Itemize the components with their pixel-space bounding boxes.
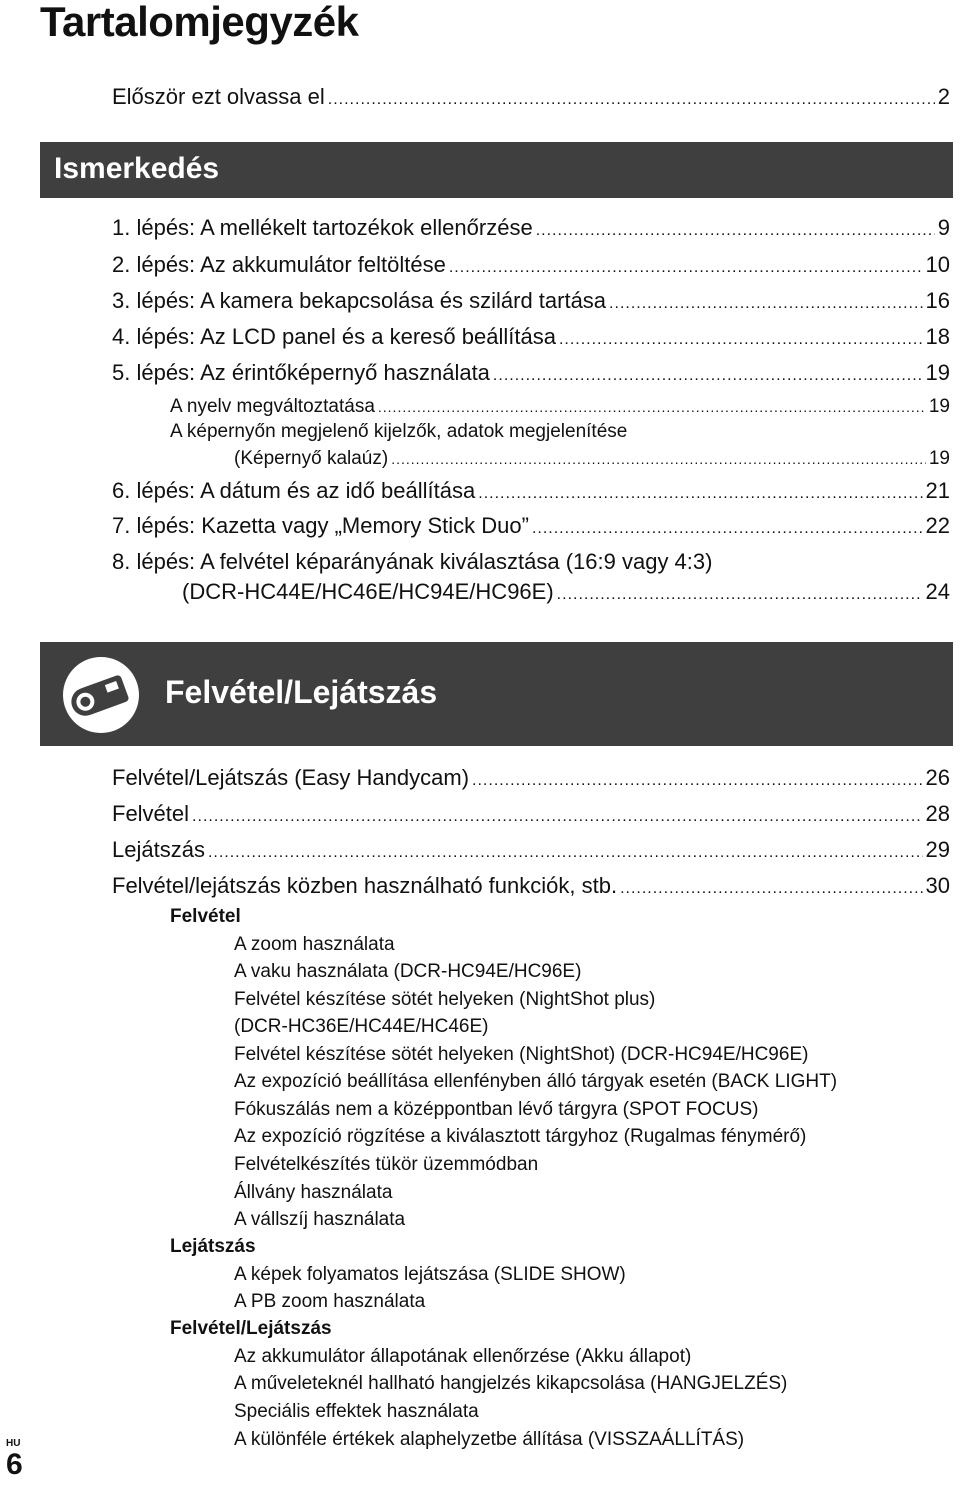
page-tab [0,1430,30,1487]
toc-page-number: 29 [925,837,950,862]
toc-entry-label: Felvétel/lejátszás közben használható funkciók, stb. [112,873,618,898]
toc-entry-label: Felvétel/Lejátszás (Easy Handycam) [112,765,470,790]
group-heading: Felvétel/Lejátszás [170,1318,332,1339]
toc-page-number: 2 [937,84,950,109]
toc-page-number: 19 [928,448,950,469]
toc-entry[interactable] [112,511,950,544]
toc-subentry[interactable] [170,394,950,420]
group-item[interactable]: (DCR-HC36E/HC44E/HC46E) [234,1016,489,1037]
toc-entry[interactable] [112,250,950,283]
group-item[interactable]: A vaku használata (DCR-HC94E/HC96E) [234,961,582,982]
group-item[interactable]: Az expozíció beállítása ellenfényben álló tárgyak esetén (BACK LIGHT) [234,1071,838,1092]
toc-page-number: 10 [925,252,950,277]
dot-leader [532,514,923,544]
dot-leader [609,289,922,319]
toc-entry-label: Felvétel [112,801,190,826]
page-title: Tartalomjegyzék [40,0,359,45]
toc-entry-label: 4. lépés: Az LCD panel és a kereső beállítása [112,324,556,349]
group-item[interactable]: Felvétel készítése sötét helyeken (NightShot) (DCR-HC94E/HC96E) [234,1044,809,1065]
toc-entry-line1[interactable] [112,547,950,577]
page-number: 6 [6,1448,23,1481]
toc-subentry-line1[interactable]: A képernyőn megjelenő kijelzők, adatok megjelenítése [170,421,628,442]
toc-page-number: 9 [937,215,950,240]
toc-page-number: 21 [925,478,950,503]
group-item[interactable]: A vállszíj használata [234,1209,406,1230]
toc-entry-label: 8. lépés: A felvétel képarányának kiválasztása (16:9 vagy 4:3) [112,549,713,574]
toc-entry[interactable] [112,322,950,355]
toc-entry[interactable] [112,835,950,868]
dot-leader [620,874,922,904]
toc-page-number: 24 [925,579,950,604]
language-code: HU [6,1438,21,1449]
group-item[interactable]: A műveleteknél hallható hangjelzés kikapcsolása (HANGJELZÉS) [234,1373,788,1394]
toc-entry-label: A nyelv megváltoztatása [170,396,375,417]
dot-leader [472,766,922,796]
toc-entry-label: 2. lépés: Az akkumulátor feltöltése [112,252,446,277]
toc-entry-label: 3. lépés: A kamera bekapcsolása és szilárd tartása [112,288,607,313]
toc-page-number: 18 [925,324,950,349]
toc-page-number: 28 [925,801,950,826]
toc-entry-label: (Képernyő kalaúz) [234,448,389,469]
toc-page-number: 26 [925,765,950,790]
section-title: Ismerkedés [54,152,220,185]
group-item[interactable]: Az akkumulátor állapotának ellenőrzése (Akku állapot) [234,1346,692,1367]
toc-entry-label: (DCR-HC44E/HC46E/HC94E/HC96E) [182,579,554,604]
group-item[interactable]: Az expozíció rögzítése a kiválasztott tárgyhoz (Rugalmas fénymérő) [234,1126,807,1147]
group-item[interactable]: Speciális effektek használata [234,1401,479,1422]
toc-page-number: 19 [925,360,950,385]
group-item[interactable]: Állvány használata [234,1182,393,1203]
toc-entry[interactable] [112,763,950,796]
toc-entry-label: 5. lépés: Az érintőképernyő használata [112,360,490,385]
dot-leader [536,216,935,246]
dot-leader [192,802,922,832]
toc-entry-label: 1. lépés: A mellékelt tartozékok ellenőrzése [112,215,533,240]
group-item[interactable]: A zoom használata [234,934,395,955]
camcorder-icon [60,654,142,736]
toc-entry[interactable] [112,871,950,904]
toc-entry[interactable] [112,799,950,832]
dot-leader [328,85,935,115]
toc-page-number: 30 [925,873,950,898]
toc-page-number: 19 [928,396,950,417]
dot-leader [391,446,926,472]
dot-leader [493,361,923,391]
section-header-felvetel-lejatszas [40,642,953,746]
dot-leader [478,479,922,509]
toc-entry[interactable] [112,213,950,246]
section-title: Felvétel/Lejátszás [165,674,438,710]
group-item[interactable]: Felvétel készítése sötét helyeken (NightShot plus) [234,989,656,1010]
toc-entry-label: Lejátszás [112,837,205,862]
toc-entry[interactable] [112,476,950,509]
dot-leader [449,253,923,283]
toc-page-number: 16 [925,288,950,313]
group-item[interactable]: A különféle értékek alaphelyzetbe állítása (VISSZAÁLLÍTÁS) [234,1429,745,1450]
group-item[interactable]: A PB zoom használata [234,1291,426,1312]
section-header-ismerkedes [40,142,953,198]
toc-entry-label: Először ezt olvassa el [112,84,325,109]
toc-entry-label: 6. lépés: A dátum és az idő beállítása [112,478,476,503]
toc-entry[interactable] [182,577,950,610]
group-item[interactable]: Fókuszálás nem a középpontban lévő tárgyra (SPOT FOCUS) [234,1099,759,1120]
toc-entry[interactable] [112,286,950,319]
group-heading: Lejátszás [170,1236,256,1257]
group-item[interactable]: A képek folyamatos lejátszása (SLIDE SHOW) [234,1264,626,1285]
toc-page-number: 22 [925,513,950,538]
group-heading: Felvétel [170,906,241,927]
dot-leader [378,394,926,420]
toc-entry-label: 7. lépés: Kazetta vagy „Memory Stick Duo” [112,513,529,538]
toc-entry-intro[interactable] [112,82,950,115]
dot-leader [559,325,923,355]
dot-leader [208,838,923,868]
toc-entry[interactable] [112,358,950,391]
toc-subentry[interactable] [234,446,950,472]
dot-leader [557,580,923,610]
group-item[interactable]: Felvételkészítés tükör üzemmódban [234,1154,539,1175]
